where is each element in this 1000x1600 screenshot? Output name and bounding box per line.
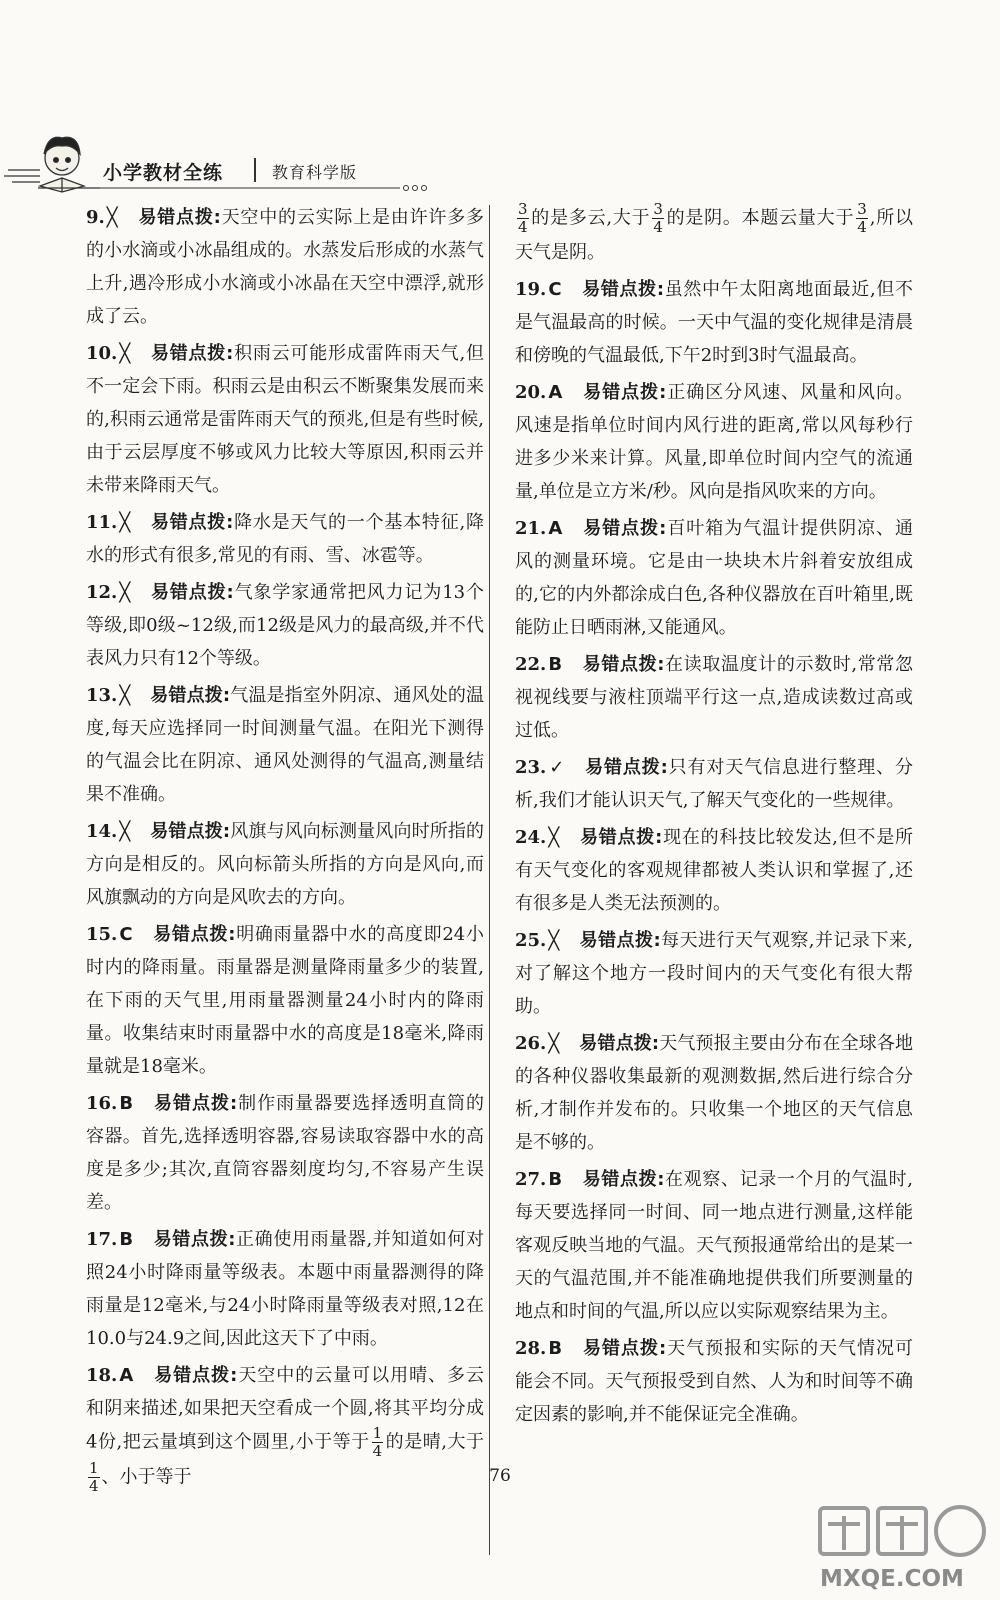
answer-mark: B (119, 1229, 134, 1250)
tip-label: 易错点拨: (579, 827, 663, 848)
tip-label: 易错点拨: (153, 1365, 238, 1386)
answer-mark: B (548, 1338, 563, 1359)
fraction-one-quarter: $\frac{1}{4}$ (372, 1424, 383, 1460)
answer-mark: ╳ (119, 685, 131, 706)
answer-text: 只有对天气信息进行整理、分析,我们才能认识天气,了解天气变化的一些规律。 (515, 757, 913, 811)
answer-mark: ╳ (119, 512, 131, 533)
answer-mark: ✓ (548, 757, 566, 778)
answer-text: 的是多云,大于 (530, 207, 651, 229)
answer-item (86, 576, 484, 675)
answer-mark: C (548, 279, 562, 300)
item-number: 14. (86, 821, 118, 842)
item-number: 16. (86, 1093, 118, 1114)
tip-label: 易错点拨: (153, 1229, 236, 1250)
answer-item (515, 512, 913, 644)
item-number: 20. (515, 382, 547, 403)
item-number: 27. (515, 1169, 547, 1190)
answer-item (86, 506, 484, 572)
answer-text: 现在的科技比较发达,但不是所有天气变化的客观规律都被人类认识和掌握了,还有很多是人类无法预测的。 (515, 827, 913, 914)
answer-text: 天气预报和实际的天气情况可能会不同。天气预报受到自然、人为和时间等不确定因素的影响,并不能保证完全准确。 (515, 1338, 913, 1425)
fraction-one-quarter: $\frac{1}{4}$ (89, 1459, 99, 1495)
answer-mark: B (119, 1093, 134, 1114)
tip-label: 易错点拨: (581, 279, 665, 300)
item-number: 21. (515, 518, 547, 539)
answer-mark: ╳ (106, 207, 118, 228)
answer-item (86, 201, 484, 333)
answer-text: ,所以天气是阴。 (515, 207, 913, 263)
tip-label: 易错点拨: (150, 685, 231, 706)
answer-mark: ╳ (119, 582, 131, 603)
tip-label: 易错点拨: (579, 930, 661, 951)
item-number: 24. (515, 827, 547, 848)
answer-text: 天空中的云量可以用晴、多云和阴来描述,如果把天空看成一个圆,将其平均分成4份,把云量填到这个圆里,小于等于 (86, 1365, 485, 1453)
tip-label: 易错点拨: (582, 518, 667, 539)
answer-text: 气温是指室外阴凉、通风处的温度,每天应选择同一时间测量气温。在阳光下测得的气温会比在阴凉、通风处测得的气温高,测量结果不准确。 (86, 685, 484, 805)
tip-label: 易错点拨: (152, 924, 236, 945)
answer-text: 积雨云可能形成雷阵雨天气,但不一定会下雨。积雨云是由积云不断聚集发展而来的,积雨云通常是雷阵雨天气的预兆,但是有些时候,由于云层厚度不够或风力比较大等原因,积雨云并未带来降雨天气。 (86, 343, 484, 496)
item-number: 25. (515, 930, 547, 951)
item-number: 11. (86, 512, 118, 533)
item-number: 12. (86, 582, 118, 603)
tip-label: 易错点拨: (579, 1033, 660, 1054)
answer-mark: C (119, 924, 133, 945)
answer-text: 制作雨量器要选择透明直筒的容器。首先,选择透明容器,容易读取容器中水的高度是多少;其次,直筒容器刻度均匀,不容易产生误差。 (86, 1093, 484, 1213)
column-divider (489, 205, 490, 1555)
answer-item (86, 337, 484, 502)
tip-label: 易错点拨: (585, 757, 668, 778)
answer-item (515, 1332, 913, 1431)
item-number: 26. (515, 1033, 547, 1054)
watermark-text: MXQE.COM (820, 1566, 964, 1592)
answer-item (515, 924, 913, 1023)
answer-item (515, 821, 913, 920)
tip-label: 易错点拨: (150, 512, 234, 533)
cartoon-reading-girl-icon (0, 130, 110, 195)
answer-text: 虽然中午太阳离地面最近,但不是气温最高的时候。一天中气温的变化规律是清晨和傍晚的气温最低,下午2时到3时气温最高。 (515, 279, 913, 366)
answer-text: 、小于等于 (101, 1466, 192, 1488)
tip-label: 易错点拨: (150, 821, 231, 842)
answer-text: 在观察、记录一个月的气温时,每天要选择同一时间、同一地点进行测量,这样能客观反映当地的气温。天气预报通常给出的是某一天的气温范围,并不能准确地提供我们所要测量的地点和时间的气温,所以应以实际观察结果为主。 (515, 1169, 913, 1322)
page-header (0, 0, 1000, 200)
item-number: 22. (515, 654, 547, 675)
item-number: 10. (86, 343, 118, 364)
answer-text: 正确使用雨量器,并知道如何对照24小时降雨量等级表。本题中雨量器测得的降雨量是12毫米,与24小时降雨量等级表对照,12在10.0与24.9之间,因此这天下了中雨。 (86, 1229, 484, 1349)
answer-mark: A (119, 1365, 134, 1386)
answer-item (86, 1223, 484, 1355)
answer-mark: ╳ (119, 821, 131, 842)
item-number: 15. (86, 924, 118, 945)
answer-column-right (515, 201, 913, 1435)
answer-item (86, 679, 484, 811)
tip-label: 易错点拨: (582, 382, 667, 403)
answer-item (86, 1087, 484, 1219)
tip-label: 易错点拨: (153, 1093, 238, 1114)
fraction-three-quarters: $\frac{3}{4}$ (653, 200, 663, 236)
answer-item (515, 648, 913, 747)
tip-label: 易错点拨: (582, 654, 665, 675)
header-separator (254, 158, 256, 182)
answer-text: 的是阴。本题云量大于 (665, 207, 855, 229)
answer-text: 的是晴,大于 (385, 1431, 484, 1453)
tip-label: 易错点拨: (150, 343, 234, 364)
answer-mark: B (548, 1169, 563, 1190)
header-underline (100, 184, 430, 198)
item-number: 13. (86, 685, 118, 706)
fraction-three-quarters: $\frac{3}{4}$ (857, 200, 867, 236)
answer-mark: B (548, 654, 563, 675)
answer-text: 明确雨量器中水的高度即24小时内的降雨量。雨量器是测量降雨量多少的装置,在下雨的天气里,用雨量器测量24小时内的降雨量。收集结束时雨量器中水的高度是18毫米,降雨量就是18毫米。 (86, 924, 484, 1077)
answer-text: 天空中的云实际上是由许许多多的小水滴或小冰晶组成的。水蒸发后形成的水蒸气上升,遇冷形成小水滴或小冰晶在天空中漂浮,就形成了云。 (86, 207, 484, 327)
answer-item-18-continued (515, 201, 913, 269)
answer-text: 正确区分风速、风量和风向。风速是指单位时间内风行进的距离,常以风每秒行进多少米来计算。风量,即单位时间内空气的流通量,单位是立方米/秒。风向是指风吹来的方向。 (515, 382, 914, 502)
answer-item (515, 273, 913, 372)
answer-mark: ╳ (548, 827, 560, 848)
answer-text: 天气预报主要由分布在全球各地的各种仪器收集最新的观测数据,然后进行综合分析,才制作并发布的。只收集一个地区的天气信息是不够的。 (515, 1033, 913, 1153)
answer-text: 在读取温度计的示数时,常常忽视视线要与液柱顶端平行这一点,造成读数过高或过低。 (515, 654, 913, 741)
item-number: 9. (86, 207, 105, 228)
answer-mark: A (548, 382, 563, 403)
edition-label: 教育科学版 (272, 163, 358, 182)
item-number: 17. (86, 1229, 118, 1250)
answer-text: 百叶箱为气温计提供阴凉、通风的测量环境。它是由一块块木片斜着安放组成的,它的内外都涂成白色,各种仪器放在百叶箱里,既能防止日晒雨淋,又能通风。 (515, 518, 914, 638)
answer-mark: ╳ (548, 930, 560, 951)
tip-label: 易错点拨: (150, 582, 234, 603)
answer-text: 气象学家通常把风力记为13个等级,即0级~12级,而12级是风力的最高级,并不代表风力只有12个等级。 (86, 582, 485, 669)
answer-item (515, 376, 913, 508)
answer-item (515, 1163, 913, 1328)
item-number: 28. (515, 1338, 547, 1359)
answer-mark: A (548, 518, 563, 539)
tip-label: 易错点拨: (582, 1169, 665, 1190)
item-number: 19. (515, 279, 547, 300)
book-title: 小学教材全练 (103, 162, 224, 184)
item-number: 18. (86, 1365, 118, 1386)
answer-item (86, 815, 484, 914)
answer-mark: ╳ (119, 343, 131, 364)
item-number: 23. (515, 757, 547, 778)
answer-text: 风旗与风向标测量风向时所指的方向是相反的。风向标箭头所指的方向是风向,而风旗飘动的方向是风吹去的方向。 (86, 821, 484, 908)
answer-mark: ╳ (548, 1033, 560, 1054)
answer-item (515, 1027, 913, 1159)
page-number: 76 (489, 1466, 511, 1486)
tip-label: 易错点拨: (582, 1338, 667, 1359)
answer-item (515, 751, 913, 817)
answer-column-left (86, 201, 484, 1499)
answer-item (86, 918, 484, 1083)
answer-text: 降水是天气的一个基本特征,降水的形式有很多,常见的有雨、雪、冰雹等。 (86, 512, 484, 566)
fraction-three-quarters: $\frac{3}{4}$ (518, 200, 528, 236)
answer-text: 每天进行天气观察,并记录下来,对了解这个地方一段时间内的天气变化有很大帮助。 (515, 930, 913, 1017)
tip-label: 易错点拨: (137, 207, 221, 228)
